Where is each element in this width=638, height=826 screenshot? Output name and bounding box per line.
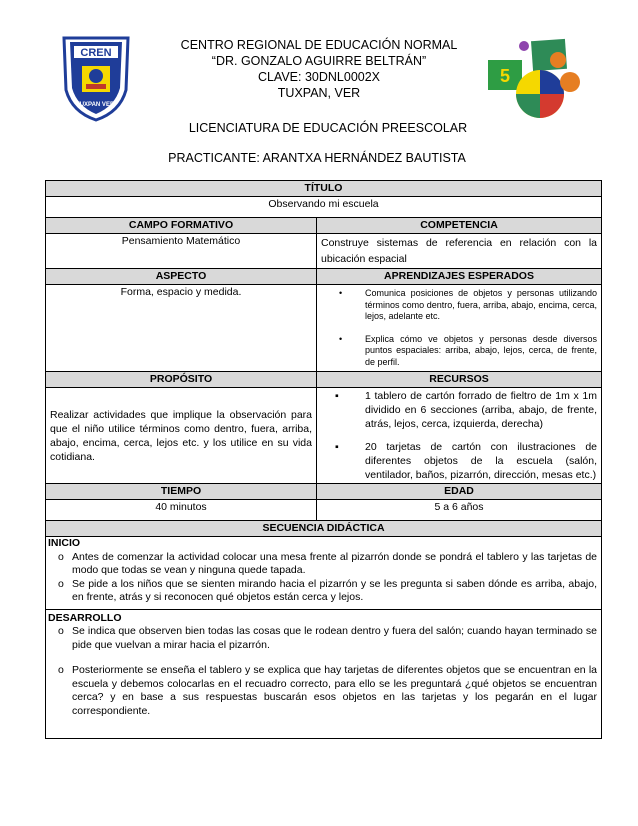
proposito-value: Realizar actividades que implique la observación para que el niño utilice términos como dentro, fuera, arriba, abajo, encima, cerca, lejos etc. y los utilice en su vida cotidiana. bbox=[46, 388, 317, 484]
lesson-plan-table bbox=[45, 180, 602, 739]
competencia-value: Construye sistemas de referencia en relación con la ubicación espacial bbox=[317, 234, 602, 269]
aspecto-value: Forma, espacio y medida. bbox=[46, 285, 317, 372]
edad-header: EDAD bbox=[317, 484, 602, 500]
recursos-header: RECURSOS bbox=[317, 372, 602, 388]
student-name: PRACTICANTE: ARANTXA HERNÁNDEZ BAUTISTA bbox=[168, 151, 466, 165]
desarrollo-list bbox=[48, 625, 597, 718]
institution-code: CLAVE: 30DNL0002X bbox=[257, 70, 381, 84]
list-item: • Explica cómo ve objetos y personas desde diversos puntos espaciales: arriba, abajo, lejos, cerca, de frente, de perfil. bbox=[321, 334, 597, 369]
tiempo-value: 40 minutos bbox=[46, 500, 317, 521]
competencia-header: COMPETENCIA bbox=[317, 218, 602, 234]
aprendizajes-header: APRENDIZAJES ESPERADOS bbox=[317, 269, 602, 285]
edad-value: 5 a 6 años bbox=[317, 500, 602, 521]
aprendizajes-list bbox=[321, 288, 597, 368]
institution-subname: “DR. GONZALO AGUIRRE BELTRÁN” bbox=[211, 54, 427, 68]
tiempo-header: TIEMPO bbox=[46, 484, 317, 500]
recursos-list bbox=[321, 389, 597, 482]
proposito-header: PROPÓSITO bbox=[46, 372, 317, 388]
desarrollo-heading: DESARROLLO bbox=[48, 611, 122, 624]
campo-header: CAMPO FORMATIVO bbox=[46, 218, 317, 234]
list-item: ▪ 1 tablero de cartón forrado de fieltro de 1m x 1m dividido en 6 secciones (arriba, abajo, de frente, atrás, lejos, cerca, izquierda, derecha) bbox=[321, 389, 597, 431]
secuencia-header: SECUENCIA DIDÁCTICA bbox=[46, 521, 602, 537]
logo-text: CREN bbox=[80, 47, 112, 59]
aspecto-header: ASPECTO bbox=[46, 269, 317, 285]
campo-value: Pensamiento Matemático bbox=[46, 234, 317, 269]
list-item: • Comunica posiciones de objetos y personas utilizando términos como dentro, fuera, arriba, abajo, encima, cerca, lejos, adelante etc. bbox=[321, 288, 597, 323]
list-item: o Se pide a los niños que se sienten mirando hacia el pizarrón y se les pregunta si saben dónde es arriba, abajo, en frente, atrás y si reconocen qué objetos están cerca y lejos. bbox=[48, 578, 597, 605]
titulo-value: Observando mi escuela bbox=[46, 197, 602, 218]
list-item: o Antes de comenzar la actividad colocar una mesa frente al pizarrón donde se pondrá el tablero y las tarjetas de modo que todas se vean y ninguna quede tapada. bbox=[48, 551, 597, 578]
institution-location: TUXPAN, VER bbox=[277, 86, 361, 100]
logo-subtext: TUXPAN VER. bbox=[76, 102, 116, 108]
degree-title: LICENCIATURA DE EDUCACIÓN PREESCOLAR bbox=[188, 121, 468, 135]
titulo-header: TÍTULO bbox=[46, 181, 602, 197]
list-item: o Se indica que observen bien todas las cosas que le rodean dentro y fuera del salón; cuando hayan terminado se pide que vuelvan a mirar hacia el pizarrón. bbox=[48, 625, 597, 652]
inicio-heading: INICIO bbox=[48, 537, 81, 549]
list-item: o Posteriormente se enseña el tablero y se explica que hay tarjetas de diferentes objetos que se encuentran en la escuela y debemos colocarlas en el recuadro correcto, para ello se les preguntará ¿qué objetos se encuentran cerca? y en base a sus respuestas buscarán esos objetos en las tarjetas y los pegarán en el lugar correspondiente. bbox=[48, 664, 597, 718]
institution-name: CENTRO REGIONAL DE EDUCACIÓN NORMAL bbox=[180, 38, 458, 52]
svg-text:5: 5 bbox=[499, 66, 511, 86]
list-item: ▪ 20 tarjetas de cartón con ilustraciones de diferentes objetos de la escuela (salón, ventilador, baños, pizarrón, dirección, mesas etc.) bbox=[321, 440, 597, 482]
inicio-list bbox=[48, 551, 597, 605]
